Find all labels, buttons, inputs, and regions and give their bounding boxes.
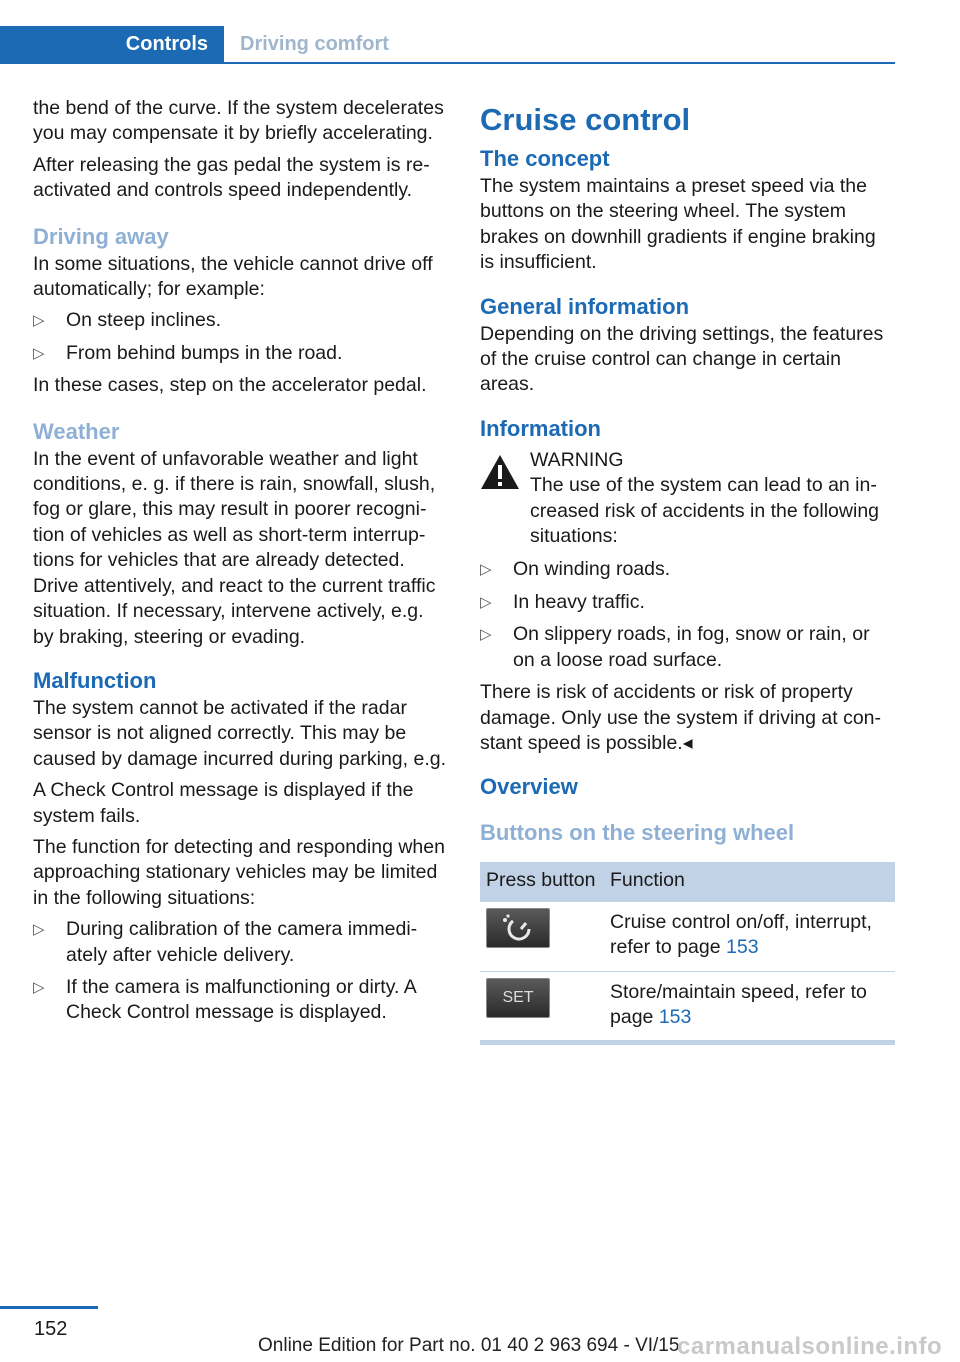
right-column — [480, 96, 895, 1045]
paragraph: In the event of unfavorable weather and light conditions, e. g. if there is rain, snowfall, slush, fog or glare, this may result in poorer recognition of vehicles as well as short-term interruptions for vehicles that are already detected. Drive attentively, and react to the current traffic situation. If necessary, intervene actively, e.g. by braking, steering or evading. — [33, 447, 436, 648]
heading-information: Information — [480, 415, 601, 441]
paragraph: In some situations, the vehicle cannot drive off automatically; for example: — [33, 252, 433, 301]
triangle-bullet-icon: ▷ — [480, 593, 492, 611]
table-cell — [480, 971, 604, 1043]
list — [480, 557, 895, 673]
paragraph: A Check Control message is displayed if the system fails. — [33, 779, 414, 827]
warning-triangle-icon — [480, 454, 520, 490]
triangle-bullet-icon: ▷ — [33, 921, 45, 939]
tab-driving-comfort[interactable]: Driving comfort — [240, 33, 389, 55]
heading-cruise-control: Cruise control — [480, 102, 691, 137]
edition-text: Online Edition for Part no. 01 40 2 963 694 - VI/15 — [258, 1335, 680, 1356]
table-header-row — [480, 862, 895, 901]
triangle-bullet-icon: ▷ — [480, 561, 492, 579]
table-row — [480, 902, 895, 971]
list — [33, 917, 448, 1026]
heading-overview: Overview — [480, 774, 578, 800]
paragraph: After releasing the gas pedal the system is reactivated and controls speed independently. — [33, 153, 430, 202]
paragraph: The function for detecting and responding when approaching stationary vehicles may be limited in the following situations: — [33, 835, 445, 909]
paragraph: In these cases, step on the accelerator pedal. — [33, 374, 427, 397]
heading-weather: Weather — [33, 418, 120, 444]
warning-text: The use of the system can lead to an increased risk of accidents in the following situations: — [530, 474, 880, 548]
list-item: ▷ During calibration of the camera immediately after vehicle delivery. — [33, 918, 418, 966]
page-link[interactable]: 153 — [726, 936, 759, 959]
cruise-control-button-icon — [486, 908, 550, 948]
heading-the-concept: The concept — [480, 146, 610, 171]
list-item: ▷ On slippery roads, in fog, snow or rain, or on a loose road surface. — [480, 623, 870, 671]
left-column — [33, 96, 448, 1033]
heading-driving-away: Driving away — [33, 223, 169, 249]
column-header: Press button — [480, 862, 604, 901]
page-link[interactable]: 153 — [658, 1005, 692, 1028]
heading-general-information: General information — [480, 293, 690, 319]
paragraph: There is risk of accidents or risk of property damage. Only use the system if driving at constant speed is possible.◂ — [480, 681, 882, 754]
heading-buttons-steering-wheel: Buttons on the steering wheel — [480, 820, 795, 846]
table-row — [480, 971, 895, 1043]
triangle-bullet-icon: ▷ — [33, 312, 45, 330]
heading-malfunction: Malfunction — [33, 667, 157, 693]
header-bar — [0, 26, 895, 64]
list-item: ▷ If the camera is malfunctioning or dirty. A Check Control message is displayed. — [33, 975, 416, 1024]
warning-title: WARNING — [530, 448, 624, 471]
table-cell — [480, 902, 604, 971]
column-header: Function — [604, 862, 895, 901]
table-cell: Store/maintain speed, refer to page 153 — [604, 971, 895, 1043]
list-item: ▷ On winding roads. — [480, 557, 895, 582]
paragraph: The system maintains a preset speed via the buttons on the steering wheel. The system brakes on downhill gradients if engine braking is insufficient. — [480, 175, 876, 274]
buttons-table — [480, 862, 895, 1045]
paragraph: The system cannot be activated if the radar sensor is not aligned correctly. This may be caused by damage incurred during parking, e.g. — [33, 696, 447, 770]
list-item: ▷ In heavy traffic. — [480, 590, 895, 615]
set-button-icon: SET — [486, 978, 550, 1018]
list-item: ▷ On steep inclines. — [33, 308, 448, 333]
warning-block — [480, 448, 895, 550]
footer-divider — [0, 1306, 98, 1309]
triangle-bullet-icon: ▷ — [33, 344, 45, 362]
tab-controls[interactable]: Controls — [0, 26, 224, 62]
paragraph: the bend of the curve. If the system decelerates you may compensate it by briefly accelerating. — [33, 97, 444, 145]
list-item: ▷ From behind bumps in the road. — [33, 341, 448, 366]
paragraph: Depending on the driving settings, the features of the cruise control can change in certain areas. — [480, 322, 884, 396]
table-cell: Cruise control on/off, interrupt, refer to page 153 — [604, 902, 895, 971]
triangle-bullet-icon: ▷ — [480, 626, 492, 644]
page-number: 152 — [34, 1318, 68, 1340]
triangle-bullet-icon: ▷ — [33, 978, 45, 996]
watermark: carmanualsonline.info — [677, 1333, 943, 1360]
list — [33, 308, 448, 366]
